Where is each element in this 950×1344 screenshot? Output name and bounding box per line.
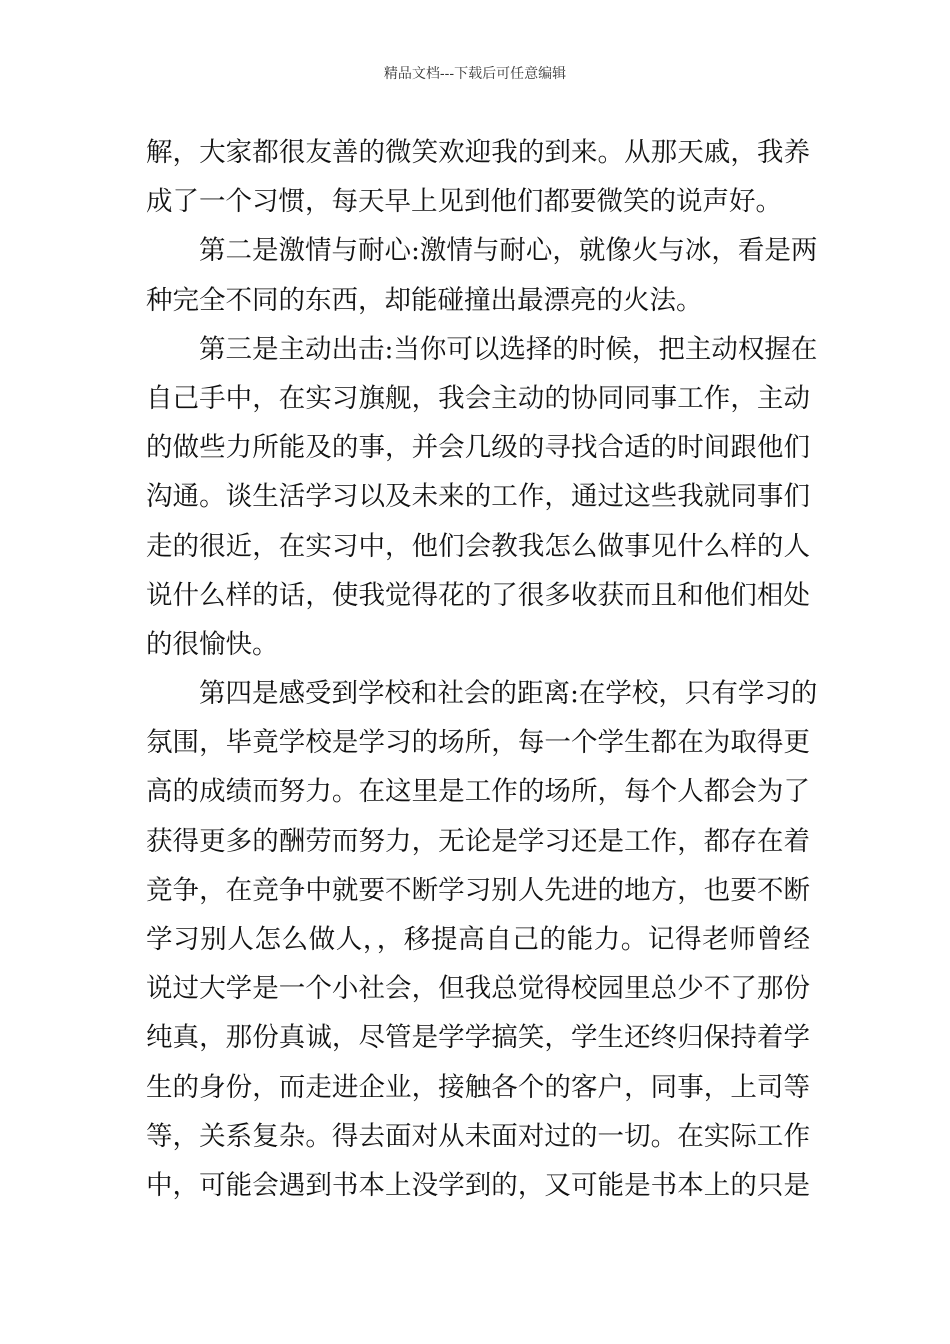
text-line: 说过大学是一个小社会，但我总觉得校园里总少不了那份 — [146, 973, 810, 1005]
text-line: 的做些力所能及的事，并会几级的寻找合适的时间跟他们 — [146, 432, 810, 464]
text-line: 走的很近，在实习中，他们会教我怎么做事见什么样的人 — [146, 530, 810, 562]
text-line: 学习别人怎么做人，，移提高自己的能力。记得老师曾经 — [146, 924, 810, 955]
text-line: 高的成绩而努力。在这里是工作的场所，每个人都会为了 — [146, 776, 810, 808]
paragraph-start-line: 第四是感受到学校和社会的距离:在学校，只有学习的 — [199, 678, 818, 710]
text-line: 自己手中，在实习旗舰，我会主动的协同同事工作，主动 — [146, 382, 810, 414]
text-line: 生的身份，而走进企业，接触各个的客户，同事，上司等 — [146, 1071, 810, 1103]
page-header: 精品文档---下载后可任意编辑 — [383, 66, 567, 82]
text-line: 沟通。谈生活学习以及未来的工作，通过这些我就同事们 — [146, 481, 810, 513]
text-line: 获得更多的酬劳而努力，无论是学习还是工作，都存在着 — [146, 825, 810, 857]
text-line: 等，关系复杂。得去面对从未面对过的一切。在实际工作 — [146, 1120, 810, 1152]
text-line: 成了一个习惯，每天早上见到他们都要微笑的说声好。 — [146, 186, 782, 218]
paragraph-start-line: 第三是主动出击:当你可以选择的时候，把主动权握在 — [199, 333, 818, 365]
text-line: 说什么样的话，使我觉得花的了很多收获而且和他们相处 — [146, 579, 810, 611]
text-line: 解，大家都很友善的微笑欢迎我的到来。从那天戚，我养 — [146, 137, 810, 168]
text-line: 中，可能会遇到书本上没学到的，又可能是书本上的只是 — [146, 1169, 810, 1201]
paragraph-start-line: 第二是激情与耐心:激情与耐心，就像火与冰，看是两 — [199, 235, 818, 267]
text-line: 的很愉快。 — [146, 628, 279, 660]
text-line: 纯真，那份真诚，尽管是学学搞笑，学生还终归保持着学 — [146, 1022, 810, 1054]
text-line: 种完全不同的东西，却能碰撞出最漂亮的火法。 — [146, 284, 703, 316]
text-line: 竞争，在竞争中就要不断学习别人先进的地方，也要不断 — [146, 874, 810, 906]
text-line: 氛围，毕竟学校是学习的场所，每一个学生都在为取得更 — [146, 727, 810, 759]
document-body — [146, 128, 818, 1210]
